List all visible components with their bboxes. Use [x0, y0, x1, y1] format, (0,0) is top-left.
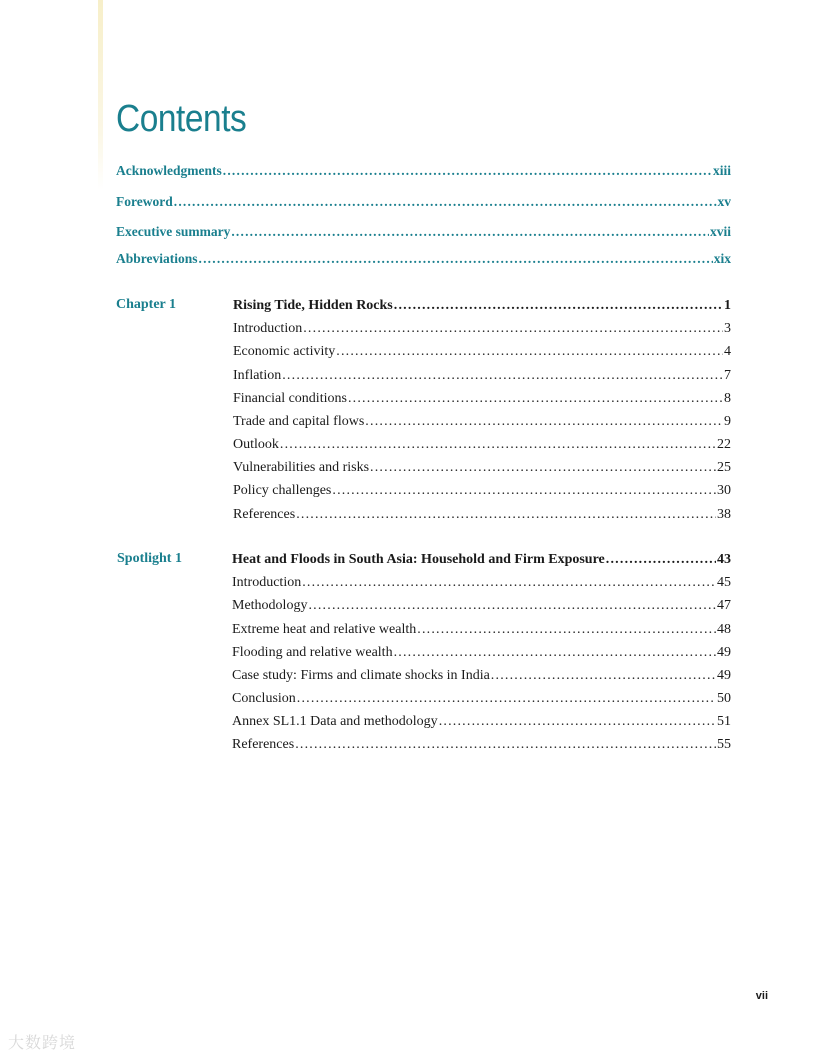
dot-leader [394, 644, 716, 662]
toc-page-number: 9 [724, 414, 731, 429]
toc-entry[interactable] [233, 459, 731, 477]
toc-entry-label: Case study: Firms and climate shocks in India [232, 668, 490, 683]
toc-page-number: 47 [717, 598, 731, 613]
toc-page-number: 45 [717, 575, 731, 590]
chapter-1-label: Chapter 1 [116, 297, 177, 312]
toc-page-number: 51 [717, 714, 731, 729]
toc-page-number: xvii [709, 224, 731, 239]
toc-entry[interactable] [232, 713, 731, 731]
toc-page-number: 3 [724, 321, 731, 336]
dot-leader [174, 193, 717, 211]
dot-leader [223, 162, 712, 180]
toc-entry-label: Heat and Floods in South Asia: Household and Firm Exposure [232, 552, 605, 567]
dot-leader [302, 574, 716, 592]
toc-page-number: 49 [717, 668, 731, 683]
toc-foreword[interactable] [116, 193, 731, 211]
dot-leader [280, 436, 716, 454]
toc-page-number: 48 [717, 622, 731, 637]
dot-leader [296, 506, 716, 524]
dot-leader [365, 413, 723, 431]
dot-leader [295, 736, 716, 754]
toc-entry[interactable] [233, 413, 731, 431]
toc-entry-label: Outlook [233, 437, 279, 452]
toc-entry-label: Inflation [233, 368, 282, 383]
toc-entry-label: Flooding and relative wealth [232, 645, 393, 660]
toc-entry-label: Economic activity [233, 344, 336, 359]
toc-entry-label: Financial conditions [233, 391, 347, 406]
toc-page-number: 55 [717, 737, 731, 752]
toc-entry-label: Conclusion [232, 691, 296, 706]
dot-leader [282, 367, 723, 385]
toc-entry[interactable] [233, 482, 731, 500]
watermark: 大数跨境 [8, 1033, 77, 1052]
dot-leader [336, 343, 723, 361]
toc-abbreviations[interactable] [116, 250, 731, 268]
toc-entry[interactable] [233, 343, 731, 361]
dot-leader [491, 667, 716, 685]
toc-page-number: 4 [724, 344, 731, 359]
toc-page-number: 22 [717, 437, 731, 452]
toc-executive-summary[interactable] [116, 223, 731, 241]
dot-leader [370, 459, 716, 477]
toc-entry[interactable] [233, 320, 731, 338]
toc-entry-label: Vulnerabilities and risks [233, 460, 370, 475]
toc-spotlight-1-title[interactable] [232, 551, 731, 569]
toc-entry-label: Policy challenges [233, 483, 332, 498]
page-title: Contents [116, 98, 247, 140]
toc-entry-label: Abbreviations [116, 251, 198, 266]
toc-entry[interactable] [233, 390, 731, 408]
toc-entry-label: Methodology [232, 598, 308, 613]
toc-page-number: xv [717, 194, 731, 209]
toc-entry[interactable] [232, 644, 731, 662]
toc-page-number: 8 [724, 391, 731, 406]
toc-entry[interactable] [232, 736, 731, 754]
page-folio: vii [755, 990, 768, 1002]
toc-entry[interactable] [232, 621, 731, 639]
toc-entry[interactable] [233, 367, 731, 385]
dot-leader [199, 250, 713, 268]
toc-entry[interactable] [233, 436, 731, 454]
toc-entry-label: Introduction [232, 575, 302, 590]
toc-chapter-1-title[interactable] [233, 297, 731, 315]
dot-leader [303, 320, 723, 338]
toc-entry[interactable] [232, 574, 731, 592]
toc-entry[interactable] [233, 506, 731, 524]
toc-entry-label: Rising Tide, Hidden Rocks [233, 298, 393, 313]
toc-entry-label: Foreword [116, 194, 173, 209]
toc-entry-label: References [233, 507, 296, 522]
toc-entry-label: Annex SL1.1 Data and methodology [232, 714, 438, 729]
toc-entry[interactable] [232, 690, 731, 708]
toc-page-number: xix [713, 251, 731, 266]
dot-leader [417, 621, 716, 639]
toc-page-number: 43 [717, 552, 731, 567]
toc-page-number: 1 [724, 298, 731, 313]
dot-leader [308, 597, 716, 615]
dot-leader [606, 551, 716, 569]
toc-entry-label: Extreme heat and relative wealth [232, 622, 417, 637]
dot-leader [348, 390, 723, 408]
toc-page-number: xiii [712, 163, 731, 178]
toc-page-number: 30 [717, 483, 731, 498]
toc-entry-label: References [232, 737, 295, 752]
dot-leader [439, 713, 716, 731]
dot-leader [394, 297, 723, 315]
toc-entry-label: Acknowledgments [116, 163, 222, 178]
spotlight-1-label: Spotlight 1 [117, 551, 182, 566]
margin-accent-strip [98, 0, 103, 190]
toc-entry-label: Executive summary [116, 224, 231, 239]
toc-entry-label: Trade and capital flows [233, 414, 365, 429]
toc-acknowledgments[interactable] [116, 162, 731, 180]
toc-entry-label: Introduction [233, 321, 303, 336]
toc-page-number: 50 [717, 691, 731, 706]
toc-entry[interactable] [232, 597, 731, 615]
toc-entry[interactable] [232, 667, 731, 685]
dot-leader [332, 482, 716, 500]
toc-page-number: 25 [717, 460, 731, 475]
toc-page-number: 38 [717, 507, 731, 522]
dot-leader [231, 223, 709, 241]
toc-page-number: 49 [717, 645, 731, 660]
toc-page-number: 7 [724, 368, 731, 383]
dot-leader [297, 690, 716, 708]
